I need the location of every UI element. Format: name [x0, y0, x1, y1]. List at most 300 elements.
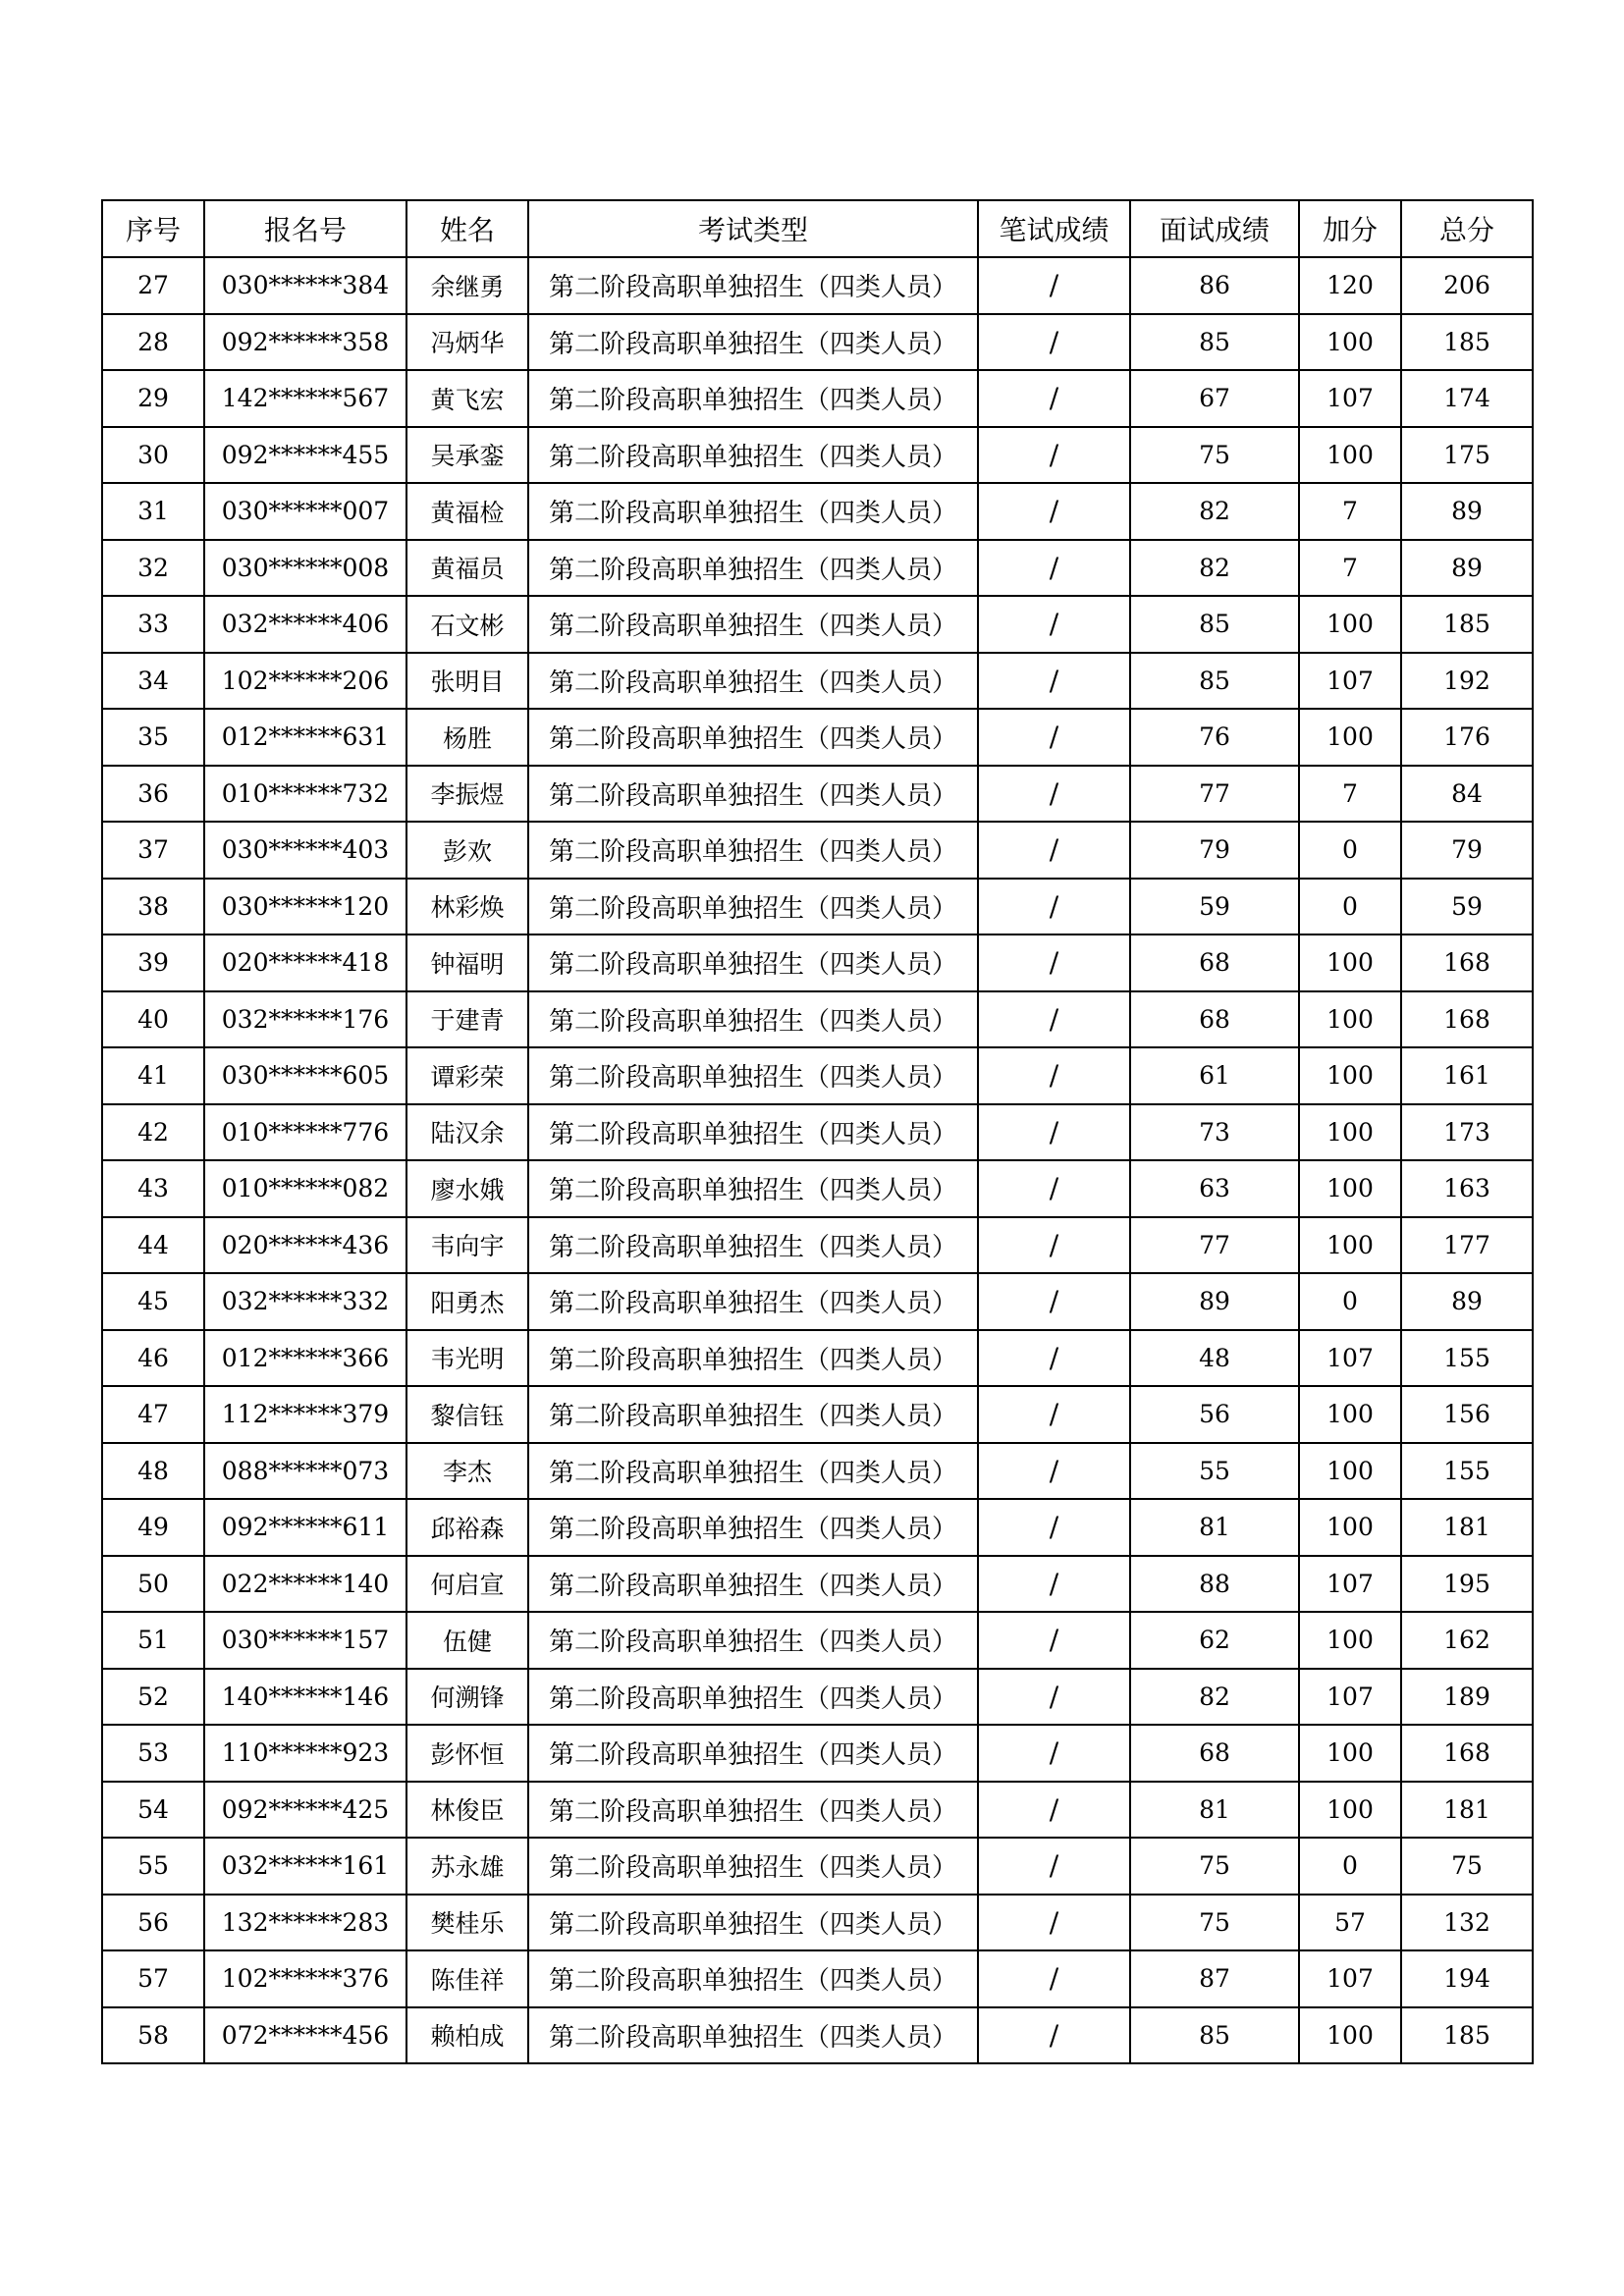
cell-reg-no: 030******120	[204, 879, 406, 935]
cell-written-score: /	[978, 1499, 1130, 1556]
cell-exam-type: 第二阶段高职单独招生（四类人员）	[528, 1386, 978, 1443]
cell-interview-score: 62	[1130, 1612, 1299, 1669]
cell-name: 赖柏成	[406, 2007, 528, 2064]
header-exam-type: 考试类型	[528, 200, 978, 257]
cell-reg-no: 030******384	[204, 257, 406, 314]
cell-seq: 30	[102, 427, 204, 484]
cell-interview-score: 85	[1130, 314, 1299, 371]
table-row	[102, 596, 1533, 653]
cell-name: 于建青	[406, 991, 528, 1048]
cell-total: 189	[1401, 1669, 1533, 1726]
cell-written-score: /	[978, 1669, 1130, 1726]
cell-interview-score: 48	[1130, 1330, 1299, 1387]
cell-interview-score: 75	[1130, 1895, 1299, 1951]
cell-total: 175	[1401, 427, 1533, 484]
cell-written-score: /	[978, 1895, 1130, 1951]
cell-seq: 45	[102, 1273, 204, 1330]
cell-reg-no: 112******379	[204, 1386, 406, 1443]
cell-total: 185	[1401, 2007, 1533, 2064]
cell-reg-no: 110******923	[204, 1725, 406, 1782]
table-row	[102, 1330, 1533, 1387]
table-row	[102, 314, 1533, 371]
cell-name: 杨胜	[406, 709, 528, 766]
table-row	[102, 1669, 1533, 1726]
cell-exam-type: 第二阶段高职单独招生（四类人员）	[528, 596, 978, 653]
cell-total: 174	[1401, 370, 1533, 427]
cell-interview-score: 73	[1130, 1104, 1299, 1161]
cell-seq: 58	[102, 2007, 204, 2064]
cell-seq: 57	[102, 1950, 204, 2007]
cell-name: 彭怀恒	[406, 1725, 528, 1782]
cell-exam-type: 第二阶段高职单独招生（四类人员）	[528, 1330, 978, 1387]
table-row	[102, 2007, 1533, 2064]
cell-name: 陆汉余	[406, 1104, 528, 1161]
cell-bonus: 7	[1299, 540, 1401, 597]
table-row	[102, 1838, 1533, 1895]
cell-seq: 33	[102, 596, 204, 653]
cell-written-score: /	[978, 370, 1130, 427]
cell-seq: 39	[102, 934, 204, 991]
cell-total: 155	[1401, 1443, 1533, 1500]
cell-bonus: 100	[1299, 1386, 1401, 1443]
cell-exam-type: 第二阶段高职单独招生（四类人员）	[528, 540, 978, 597]
cell-bonus: 100	[1299, 1047, 1401, 1104]
cell-bonus: 100	[1299, 709, 1401, 766]
table-row	[102, 1160, 1533, 1217]
cell-interview-score: 77	[1130, 766, 1299, 823]
cell-exam-type: 第二阶段高职单独招生（四类人员）	[528, 1838, 978, 1895]
cell-total: 79	[1401, 822, 1533, 879]
cell-written-score: /	[978, 1273, 1130, 1330]
cell-seq: 54	[102, 1782, 204, 1839]
cell-written-score: /	[978, 1612, 1130, 1669]
cell-seq: 49	[102, 1499, 204, 1556]
cell-total: 156	[1401, 1386, 1533, 1443]
cell-bonus: 100	[1299, 1160, 1401, 1217]
cell-total: 181	[1401, 1499, 1533, 1556]
cell-seq: 53	[102, 1725, 204, 1782]
cell-reg-no: 092******611	[204, 1499, 406, 1556]
cell-bonus: 100	[1299, 1782, 1401, 1839]
cell-name: 黄福员	[406, 540, 528, 597]
cell-exam-type: 第二阶段高职单独招生（四类人员）	[528, 1782, 978, 1839]
cell-name: 李振煜	[406, 766, 528, 823]
header-seq: 序号	[102, 200, 204, 257]
cell-name: 何启宣	[406, 1556, 528, 1613]
table-body	[102, 257, 1533, 2063]
cell-written-score: /	[978, 483, 1130, 540]
cell-interview-score: 59	[1130, 879, 1299, 935]
cell-written-score: /	[978, 2007, 1130, 2064]
cell-name: 廖水娥	[406, 1160, 528, 1217]
cell-name: 李杰	[406, 1443, 528, 1500]
cell-bonus: 100	[1299, 991, 1401, 1048]
cell-bonus: 57	[1299, 1895, 1401, 1951]
cell-interview-score: 85	[1130, 596, 1299, 653]
cell-total: 185	[1401, 314, 1533, 371]
cell-total: 162	[1401, 1612, 1533, 1669]
cell-interview-score: 86	[1130, 257, 1299, 314]
cell-exam-type: 第二阶段高职单独招生（四类人员）	[528, 1104, 978, 1161]
cell-reg-no: 020******418	[204, 934, 406, 991]
table-row	[102, 822, 1533, 879]
cell-seq: 36	[102, 766, 204, 823]
cell-seq: 40	[102, 991, 204, 1048]
cell-bonus: 100	[1299, 934, 1401, 991]
cell-exam-type: 第二阶段高职单独招生（四类人员）	[528, 257, 978, 314]
table-row	[102, 427, 1533, 484]
cell-written-score: /	[978, 1160, 1130, 1217]
table-row	[102, 483, 1533, 540]
cell-reg-no: 020******436	[204, 1217, 406, 1274]
cell-bonus: 100	[1299, 427, 1401, 484]
cell-reg-no: 088******073	[204, 1443, 406, 1500]
cell-name: 黄飞宏	[406, 370, 528, 427]
score-table	[101, 199, 1534, 2064]
table-row	[102, 1556, 1533, 1613]
cell-name: 韦向宇	[406, 1217, 528, 1274]
cell-seq: 48	[102, 1443, 204, 1500]
cell-seq: 51	[102, 1612, 204, 1669]
cell-exam-type: 第二阶段高职单独招生（四类人员）	[528, 653, 978, 710]
table-row	[102, 1217, 1533, 1274]
cell-bonus: 0	[1299, 1838, 1401, 1895]
cell-interview-score: 81	[1130, 1782, 1299, 1839]
cell-reg-no: 012******631	[204, 709, 406, 766]
table-row	[102, 1612, 1533, 1669]
cell-bonus: 7	[1299, 483, 1401, 540]
cell-written-score: /	[978, 314, 1130, 371]
cell-interview-score: 68	[1130, 1725, 1299, 1782]
cell-seq: 41	[102, 1047, 204, 1104]
table-row	[102, 1895, 1533, 1951]
table-row	[102, 1782, 1533, 1839]
cell-seq: 27	[102, 257, 204, 314]
cell-total: 206	[1401, 257, 1533, 314]
cell-seq: 38	[102, 879, 204, 935]
cell-reg-no: 092******455	[204, 427, 406, 484]
cell-seq: 37	[102, 822, 204, 879]
cell-bonus: 100	[1299, 1443, 1401, 1500]
header-total: 总分	[1401, 200, 1533, 257]
cell-reg-no: 102******206	[204, 653, 406, 710]
cell-reg-no: 030******403	[204, 822, 406, 879]
cell-seq: 43	[102, 1160, 204, 1217]
cell-interview-score: 67	[1130, 370, 1299, 427]
cell-total: 176	[1401, 709, 1533, 766]
cell-name: 吴承銮	[406, 427, 528, 484]
table-row	[102, 1273, 1533, 1330]
table-row	[102, 879, 1533, 935]
cell-bonus: 120	[1299, 257, 1401, 314]
cell-exam-type: 第二阶段高职单独招生（四类人员）	[528, 1499, 978, 1556]
cell-exam-type: 第二阶段高职单独招生（四类人员）	[528, 991, 978, 1048]
cell-name: 钟福明	[406, 934, 528, 991]
cell-name: 石文彬	[406, 596, 528, 653]
cell-interview-score: 87	[1130, 1950, 1299, 2007]
cell-bonus: 100	[1299, 314, 1401, 371]
cell-seq: 28	[102, 314, 204, 371]
cell-reg-no: 142******567	[204, 370, 406, 427]
cell-total: 161	[1401, 1047, 1533, 1104]
cell-name: 林彩焕	[406, 879, 528, 935]
cell-written-score: /	[978, 1443, 1130, 1500]
cell-bonus: 100	[1299, 1104, 1401, 1161]
cell-total: 89	[1401, 540, 1533, 597]
cell-written-score: /	[978, 1782, 1130, 1839]
table-row	[102, 991, 1533, 1048]
table-row	[102, 1104, 1533, 1161]
cell-seq: 50	[102, 1556, 204, 1613]
cell-bonus: 7	[1299, 766, 1401, 823]
cell-interview-score: 81	[1130, 1499, 1299, 1556]
cell-interview-score: 55	[1130, 1443, 1299, 1500]
cell-reg-no: 030******007	[204, 483, 406, 540]
cell-exam-type: 第二阶段高职单独招生（四类人员）	[528, 934, 978, 991]
cell-exam-type: 第二阶段高职单独招生（四类人员）	[528, 1725, 978, 1782]
table-row	[102, 1047, 1533, 1104]
table-row	[102, 709, 1533, 766]
cell-total: 173	[1401, 1104, 1533, 1161]
cell-seq: 29	[102, 370, 204, 427]
cell-written-score: /	[978, 427, 1130, 484]
header-interview-score: 面试成绩	[1130, 200, 1299, 257]
cell-name: 韦光明	[406, 1330, 528, 1387]
cell-name: 阳勇杰	[406, 1273, 528, 1330]
cell-written-score: /	[978, 1104, 1130, 1161]
cell-seq: 44	[102, 1217, 204, 1274]
cell-bonus: 107	[1299, 370, 1401, 427]
cell-total: 59	[1401, 879, 1533, 935]
cell-interview-score: 75	[1130, 427, 1299, 484]
cell-total: 181	[1401, 1782, 1533, 1839]
cell-seq: 35	[102, 709, 204, 766]
cell-written-score: /	[978, 1725, 1130, 1782]
cell-written-score: /	[978, 540, 1130, 597]
cell-written-score: /	[978, 822, 1130, 879]
cell-seq: 34	[102, 653, 204, 710]
cell-written-score: /	[978, 1556, 1130, 1613]
cell-reg-no: 032******176	[204, 991, 406, 1048]
cell-reg-no: 030******605	[204, 1047, 406, 1104]
cell-total: 89	[1401, 483, 1533, 540]
cell-written-score: /	[978, 1950, 1130, 2007]
cell-written-score: /	[978, 879, 1130, 935]
cell-interview-score: 85	[1130, 2007, 1299, 2064]
cell-interview-score: 56	[1130, 1386, 1299, 1443]
cell-total: 89	[1401, 1273, 1533, 1330]
cell-reg-no: 132******283	[204, 1895, 406, 1951]
cell-total: 168	[1401, 991, 1533, 1048]
cell-total: 155	[1401, 1330, 1533, 1387]
table-row	[102, 1725, 1533, 1782]
cell-bonus: 107	[1299, 1556, 1401, 1613]
cell-written-score: /	[978, 709, 1130, 766]
cell-reg-no: 030******157	[204, 1612, 406, 1669]
cell-reg-no: 012******366	[204, 1330, 406, 1387]
cell-written-score: /	[978, 991, 1130, 1048]
cell-total: 132	[1401, 1895, 1533, 1951]
cell-bonus: 100	[1299, 1217, 1401, 1274]
table-row	[102, 934, 1533, 991]
cell-exam-type: 第二阶段高职单独招生（四类人员）	[528, 314, 978, 371]
cell-interview-score: 82	[1130, 1669, 1299, 1726]
cell-bonus: 100	[1299, 1612, 1401, 1669]
table-row	[102, 1499, 1533, 1556]
cell-exam-type: 第二阶段高职单独招生（四类人员）	[528, 1217, 978, 1274]
cell-name: 黄福检	[406, 483, 528, 540]
cell-interview-score: 79	[1130, 822, 1299, 879]
cell-bonus: 107	[1299, 1669, 1401, 1726]
cell-total: 192	[1401, 653, 1533, 710]
cell-written-score: /	[978, 766, 1130, 823]
cell-name: 伍健	[406, 1612, 528, 1669]
table-row	[102, 1443, 1533, 1500]
cell-interview-score: 61	[1130, 1047, 1299, 1104]
cell-interview-score: 82	[1130, 540, 1299, 597]
table-row	[102, 1386, 1533, 1443]
cell-reg-no: 032******332	[204, 1273, 406, 1330]
table-header	[102, 200, 1533, 257]
cell-reg-no: 140******146	[204, 1669, 406, 1726]
table-row	[102, 766, 1533, 823]
cell-interview-score: 88	[1130, 1556, 1299, 1613]
cell-written-score: /	[978, 1330, 1130, 1387]
cell-seq: 42	[102, 1104, 204, 1161]
cell-reg-no: 010******082	[204, 1160, 406, 1217]
cell-exam-type: 第二阶段高职单独招生（四类人员）	[528, 1612, 978, 1669]
cell-interview-score: 63	[1130, 1160, 1299, 1217]
cell-total: 194	[1401, 1950, 1533, 2007]
cell-reg-no: 010******776	[204, 1104, 406, 1161]
cell-name: 黎信钰	[406, 1386, 528, 1443]
cell-exam-type: 第二阶段高职单独招生（四类人员）	[528, 822, 978, 879]
header-reg-no: 报名号	[204, 200, 406, 257]
cell-exam-type: 第二阶段高职单独招生（四类人员）	[528, 370, 978, 427]
cell-interview-score: 89	[1130, 1273, 1299, 1330]
cell-bonus: 107	[1299, 1950, 1401, 2007]
cell-exam-type: 第二阶段高职单独招生（四类人员）	[528, 1950, 978, 2007]
cell-interview-score: 85	[1130, 653, 1299, 710]
cell-name: 邱裕森	[406, 1499, 528, 1556]
cell-exam-type: 第二阶段高职单独招生（四类人员）	[528, 1443, 978, 1500]
cell-name: 谭彩荣	[406, 1047, 528, 1104]
cell-total: 163	[1401, 1160, 1533, 1217]
cell-total: 177	[1401, 1217, 1533, 1274]
cell-bonus: 107	[1299, 653, 1401, 710]
cell-seq: 52	[102, 1669, 204, 1726]
cell-exam-type: 第二阶段高职单独招生（四类人员）	[528, 483, 978, 540]
cell-bonus: 100	[1299, 2007, 1401, 2064]
cell-name: 樊桂乐	[406, 1895, 528, 1951]
cell-bonus: 100	[1299, 596, 1401, 653]
cell-exam-type: 第二阶段高职单独招生（四类人员）	[528, 1556, 978, 1613]
cell-reg-no: 092******425	[204, 1782, 406, 1839]
cell-interview-score: 77	[1130, 1217, 1299, 1274]
cell-seq: 55	[102, 1838, 204, 1895]
cell-exam-type: 第二阶段高职单独招生（四类人员）	[528, 1895, 978, 1951]
cell-name: 张明目	[406, 653, 528, 710]
header-name: 姓名	[406, 200, 528, 257]
cell-written-score: /	[978, 1838, 1130, 1895]
cell-interview-score: 76	[1130, 709, 1299, 766]
cell-written-score: /	[978, 257, 1130, 314]
cell-reg-no: 010******732	[204, 766, 406, 823]
cell-total: 75	[1401, 1838, 1533, 1895]
table-row	[102, 257, 1533, 314]
cell-bonus: 0	[1299, 1273, 1401, 1330]
header-written-score: 笔试成绩	[978, 200, 1130, 257]
cell-interview-score: 68	[1130, 991, 1299, 1048]
cell-exam-type: 第二阶段高职单独招生（四类人员）	[528, 709, 978, 766]
cell-name: 苏永雄	[406, 1838, 528, 1895]
cell-exam-type: 第二阶段高职单独招生（四类人员）	[528, 1160, 978, 1217]
cell-name: 余继勇	[406, 257, 528, 314]
cell-name: 陈佳祥	[406, 1950, 528, 2007]
cell-name: 林俊臣	[406, 1782, 528, 1839]
cell-written-score: /	[978, 596, 1130, 653]
header-bonus: 加分	[1299, 200, 1401, 257]
cell-reg-no: 092******358	[204, 314, 406, 371]
cell-interview-score: 75	[1130, 1838, 1299, 1895]
cell-bonus: 107	[1299, 1330, 1401, 1387]
cell-written-score: /	[978, 1047, 1130, 1104]
header-row	[102, 200, 1533, 257]
table-row	[102, 540, 1533, 597]
cell-interview-score: 82	[1130, 483, 1299, 540]
cell-name: 彭欢	[406, 822, 528, 879]
cell-reg-no: 030******008	[204, 540, 406, 597]
cell-seq: 56	[102, 1895, 204, 1951]
cell-seq: 32	[102, 540, 204, 597]
cell-written-score: /	[978, 1217, 1130, 1274]
table-row	[102, 370, 1533, 427]
cell-written-score: /	[978, 1386, 1130, 1443]
cell-bonus: 100	[1299, 1499, 1401, 1556]
table-row	[102, 1950, 1533, 2007]
cell-exam-type: 第二阶段高职单独招生（四类人员）	[528, 766, 978, 823]
cell-total: 84	[1401, 766, 1533, 823]
cell-exam-type: 第二阶段高职单独招生（四类人员）	[528, 427, 978, 484]
cell-written-score: /	[978, 934, 1130, 991]
cell-interview-score: 68	[1130, 934, 1299, 991]
cell-total: 185	[1401, 596, 1533, 653]
cell-seq: 47	[102, 1386, 204, 1443]
cell-written-score: /	[978, 653, 1130, 710]
cell-seq: 31	[102, 483, 204, 540]
cell-name: 何溯锋	[406, 1669, 528, 1726]
cell-reg-no: 102******376	[204, 1950, 406, 2007]
cell-exam-type: 第二阶段高职单独招生（四类人员）	[528, 2007, 978, 2064]
cell-exam-type: 第二阶段高职单独招生（四类人员）	[528, 1669, 978, 1726]
cell-total: 168	[1401, 934, 1533, 991]
cell-reg-no: 032******161	[204, 1838, 406, 1895]
cell-bonus: 0	[1299, 822, 1401, 879]
cell-bonus: 100	[1299, 1725, 1401, 1782]
cell-name: 冯炳华	[406, 314, 528, 371]
cell-exam-type: 第二阶段高职单独招生（四类人员）	[528, 1273, 978, 1330]
cell-reg-no: 022******140	[204, 1556, 406, 1613]
table-row	[102, 653, 1533, 710]
cell-total: 168	[1401, 1725, 1533, 1782]
cell-seq: 46	[102, 1330, 204, 1387]
cell-bonus: 0	[1299, 879, 1401, 935]
cell-exam-type: 第二阶段高职单独招生（四类人员）	[528, 879, 978, 935]
cell-total: 195	[1401, 1556, 1533, 1613]
cell-exam-type: 第二阶段高职单独招生（四类人员）	[528, 1047, 978, 1104]
cell-reg-no: 032******406	[204, 596, 406, 653]
cell-reg-no: 072******456	[204, 2007, 406, 2064]
